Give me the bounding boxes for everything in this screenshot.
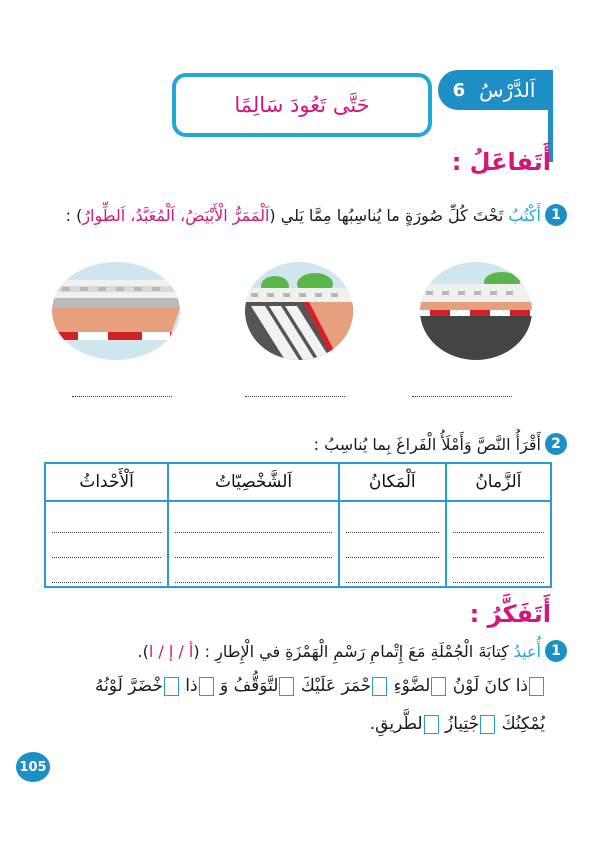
story-elements-table — [44, 462, 552, 588]
table-cell[interactable] — [45, 501, 168, 587]
lesson-title — [172, 73, 432, 137]
sentence-fragment: ذا — [185, 676, 198, 696]
sentence-fragment: جْتِيازُ — [445, 714, 480, 734]
answer-line[interactable] — [412, 396, 512, 397]
sentence-fragment: لضَّوْءِ — [393, 676, 431, 696]
question-number-badge: 2 — [545, 433, 567, 455]
sentence-fragment: لطَّريقِ. — [369, 714, 423, 734]
question-1-text — [66, 206, 541, 225]
question-number-badge: 1 — [545, 640, 567, 662]
sidewalk-image — [52, 262, 180, 360]
lesson-number: 6 — [452, 79, 466, 101]
answer-line[interactable] — [72, 396, 172, 397]
sentence-fragment: يُمْكِنُكَ — [501, 714, 545, 734]
sentence-fragment: خْضَرَّ لَوْنُهُ — [95, 676, 163, 696]
section-heading-interact: أَتَفاعَلُ : — [451, 148, 551, 176]
column-header: اَلزَّمانُ — [446, 463, 551, 501]
answer-line[interactable] — [245, 396, 345, 397]
lesson-tab — [438, 70, 550, 110]
hamza-box[interactable] — [199, 677, 214, 696]
instruction-body: تَحْتَ كُلِّ صُورَةٍ ما يُناسِبُها مِمَّا يَلي ( — [269, 205, 509, 225]
instruction-end: ) : — [65, 205, 83, 225]
table-header-row — [45, 463, 551, 501]
instruction-body: كِتابَةَ الْجُمْلَةِ مَعَ إِتْمامِ رَسْمِ الْهَمْزَةِ في الْإِطارِ : ( — [193, 641, 514, 661]
question-1 — [66, 204, 567, 226]
table-cell[interactable] — [339, 501, 446, 587]
column-header: اَلْأَحْداثُ — [45, 463, 168, 501]
hamza-box[interactable] — [529, 677, 544, 696]
column-header: اَلْمَكانُ — [339, 463, 446, 501]
sentence-fragment: لتَّوَقُّفُ وَ — [219, 676, 279, 696]
sentence-fragment: حْمَرَ عَلَيْكَ — [300, 676, 372, 696]
sentence-line-2 — [370, 714, 545, 734]
hamza-box[interactable] — [372, 677, 387, 696]
hamza-box[interactable] — [424, 715, 439, 734]
instruction-verb: أُعيدُ — [513, 641, 541, 661]
lesson-label: اَلدَّرْسُ — [479, 78, 536, 102]
question-3 — [138, 640, 567, 662]
options-list: اَلْمَمَرُّ الْأَبْيَضُ، اَلْمُعَبَّدُ، اَلطِّوارُ — [82, 205, 270, 225]
crosswalk-image — [245, 262, 353, 360]
hamza-options: أ / إ / ا — [148, 641, 194, 661]
question-2 — [314, 433, 567, 455]
question-number-badge: 1 — [545, 204, 567, 226]
section-heading-reflect: أَتَفَكَّرُ : — [469, 600, 551, 628]
lesson-title-text: حَتَّى تَعُودَ سَالِمًا — [234, 93, 370, 117]
instruction-end: ). — [137, 641, 149, 661]
instruction-verb: أَكْتُبُ — [508, 205, 541, 225]
sentence-line-1 — [95, 676, 545, 696]
hamza-box[interactable] — [431, 677, 446, 696]
page-number: 105 — [16, 752, 50, 782]
table-cell[interactable] — [446, 501, 551, 587]
question-2-text: أَقْرَأُ النَّصَّ وَأَمْلَأُ الْفَراغَ بِما يُناسِبُ : — [313, 434, 541, 454]
column-header: اَلشَّخْصِيّاتُ — [168, 463, 339, 501]
table-cell[interactable] — [168, 501, 339, 587]
hamza-box[interactable] — [279, 677, 294, 696]
sentence-fragment: ذا كانَ لَوْنُ — [452, 676, 528, 696]
hamza-box[interactable] — [480, 715, 495, 734]
hamza-box[interactable] — [164, 677, 179, 696]
table-row — [45, 501, 551, 587]
road-image — [420, 262, 532, 360]
question-3-text — [138, 642, 541, 661]
